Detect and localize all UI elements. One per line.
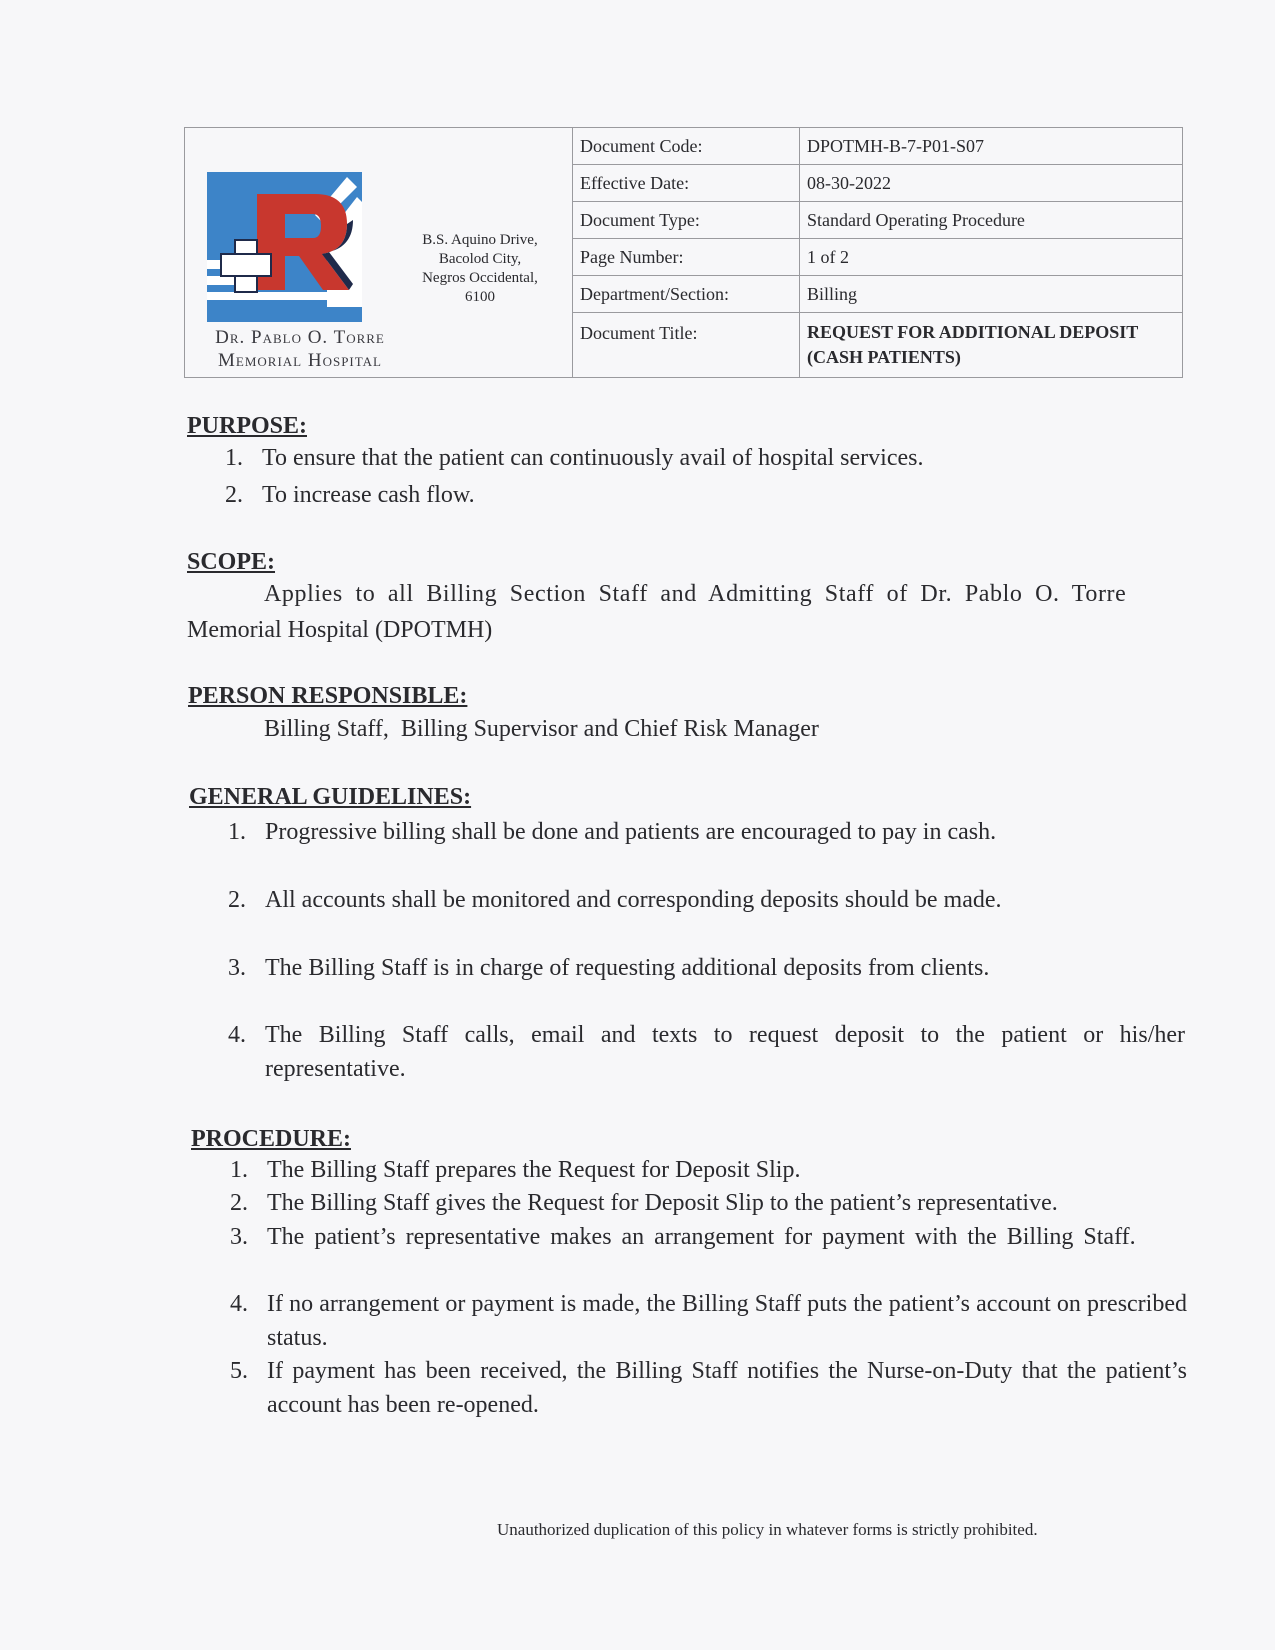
address-line: 6100 [465, 289, 495, 305]
list-number: 1. [230, 1157, 248, 1183]
guideline-item [228, 1018, 1188, 1088]
document-header-table [184, 127, 1183, 378]
list-number: 2. [225, 482, 243, 508]
procedure-item-text: The Billing Staff gives the Request for Deposit Slip to the patient’s representative. [267, 1190, 1058, 1216]
procedure-item [230, 1287, 1190, 1355]
document-type-label: Document Type: [573, 202, 800, 239]
list-number: 1. [225, 445, 243, 471]
general-guidelines-heading: GENERAL GUIDELINES: [189, 784, 472, 810]
document-title-line1: REQUEST FOR ADDITIONAL DEPOSIT [807, 322, 1139, 342]
procedure-item-text: The Billing Staff prepares the Request for Deposit Slip. [267, 1157, 801, 1183]
list-number: 5. [230, 1358, 248, 1384]
document-title-line2: (CASH PATIENTS) [807, 347, 961, 367]
hospital-address [410, 231, 550, 307]
document-title-label: Document Title: [573, 313, 800, 378]
department-label: Department/Section: [573, 276, 800, 313]
procedure-item-text: The patient’s representative makes an arrangement for payment with the Billing Staff. [267, 1224, 1136, 1250]
guideline-item-text: Progressive billing shall be done and patients are encouraged to pay in cash. [265, 819, 997, 845]
document-code-label: Document Code: [573, 128, 800, 165]
effective-date-label: Effective Date: [573, 165, 800, 202]
scope-heading: SCOPE: [187, 549, 276, 575]
footer-disclaimer: Unauthorized duplication of this policy in whatever forms is strictly prohibited. [497, 1520, 1038, 1539]
address-line: Bacolod City, [438, 251, 522, 267]
procedure-item [230, 1153, 1190, 1187]
list-number: 1. [228, 819, 246, 845]
purpose-item [225, 478, 1125, 512]
page-number-value: 1 of 2 [800, 239, 1183, 276]
procedure-item [230, 1186, 1190, 1220]
procedure-item-text: If payment has been received, the Billing Staff notifies the Nurse-on-Duty that the patient’s account has been re-opened. [267, 1358, 1187, 1418]
person-responsible-text: Billing Staff, Billing Supervisor and Chief Risk Manager [264, 716, 819, 742]
procedure-item-text: If no arrangement or payment is made, the Billing Staff puts the patient’s account on prescribed status. [267, 1291, 1187, 1351]
scope-text-line1: Applies to all Billing Section Staff and Admitting Staff of Dr. Pablo O. Torre [264, 581, 1127, 607]
list-number: 2. [228, 887, 246, 913]
logo-cell [185, 128, 573, 378]
scope-text-line2: Memorial Hospital (DPOTMH) [187, 617, 493, 643]
page-number-label: Page Number: [573, 239, 800, 276]
document-type-value: Standard Operating Procedure [800, 202, 1183, 239]
list-number: 2. [230, 1190, 248, 1216]
hospital-name [185, 326, 415, 372]
procedure-item [230, 1354, 1190, 1422]
guideline-item-text: The Billing Staff is in charge of requesting additional deposits from clients. [265, 955, 990, 981]
list-number: 4. [228, 1022, 246, 1048]
address-line: Negros Occidental, [422, 270, 538, 286]
list-number: 3. [230, 1224, 248, 1250]
purpose-item-text: To ensure that the patient can continuously avail of hospital services. [262, 445, 924, 471]
list-number: 4. [230, 1291, 248, 1317]
person-responsible-heading: PERSON RESPONSIBLE: [188, 683, 468, 709]
hospital-name-line1: Dr. Pablo O. Torre [215, 327, 385, 348]
procedure-heading: PROCEDURE: [191, 1126, 351, 1152]
hospital-logo-icon [197, 172, 377, 322]
purpose-heading: PURPOSE: [187, 413, 307, 439]
document-code-value: DPOTMH-B-7-P01-S07 [800, 128, 1183, 165]
document-title-value [800, 313, 1183, 378]
hospital-name-line2: Memorial Hospital [218, 350, 382, 371]
list-number: 3. [228, 955, 246, 981]
guideline-item [228, 951, 1188, 985]
procedure-item [230, 1220, 1190, 1288]
purpose-item [225, 441, 1125, 475]
hospital-logo [197, 172, 377, 322]
guideline-item [228, 815, 1188, 849]
address-line: B.S. Aquino Drive, [422, 232, 538, 248]
guideline-item-text: All accounts shall be monitored and corresponding deposits should be made. [265, 887, 1002, 913]
purpose-item-text: To increase cash flow. [262, 482, 475, 508]
guideline-item [228, 883, 1188, 917]
guideline-item-text: The Billing Staff calls, email and texts to request deposit to the patient or his/her representative. [265, 1022, 1185, 1082]
department-value: Billing [800, 276, 1183, 313]
effective-date-value: 08-30-2022 [800, 165, 1183, 202]
